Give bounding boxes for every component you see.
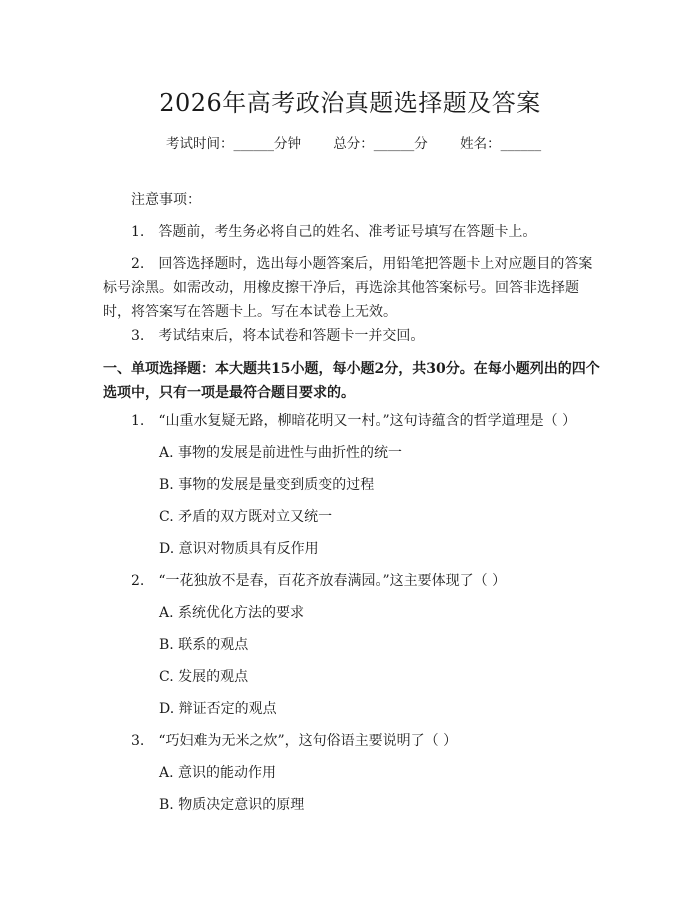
- question-3-option-a: A. 意识的能动作用: [159, 765, 277, 781]
- question-2-option-c: C. 发展的观点: [159, 669, 249, 685]
- question-1-option-b: B. 事物的发展是量变到质变的过程: [159, 477, 375, 493]
- question-1-option-c: C. 矛盾的双方既对立又统一: [159, 509, 333, 525]
- question-1-option-a: A. 事物的发展是前进性与曲折性的统一: [159, 445, 403, 461]
- question-1-stem: 1. “山重水复疑无路，柳暗花明又一村。”这句诗蕴含的哲学道理是（ ）: [131, 413, 577, 429]
- notice-item-3: 3. 考试结束后，将本试卷和答题卡一并交回。: [131, 328, 425, 344]
- question-2-stem: 2. “一花独放不是春，百花齐放春满园。”这主要体现了（ ）: [131, 573, 507, 589]
- notice-heading: 注意事项：: [131, 192, 201, 208]
- total-score-field: 总分：______分: [333, 136, 428, 152]
- page-title: 2026年高考政治真题选择题及答案: [159, 89, 541, 117]
- question-2-option-b: B. 联系的观点: [159, 637, 249, 653]
- name-field: 姓名：______: [460, 136, 542, 152]
- question-1-option-d: D. 意识对物质具有反作用: [159, 541, 319, 557]
- exam-time-field: 考试时间：______分钟: [166, 136, 301, 152]
- notice-item-2: 2. 回答选择题时，选出每小题答案后，用铅笔把答题卡上对应题目的答案标号涂黑。如需改动，用橡皮擦干净后，再选涂其他答案标号。回答非选择题时，将答案写在答题卡上。写在本试卷上无效。: [103, 256, 593, 320]
- section-heading: 一、单项选择题：本大题共15小题，每小题2分，共30分。在每小题列出的四个选项中，只有一项是最符合题目要求的。: [103, 361, 600, 401]
- question-2-option-a: A. 系统优化方法的要求: [159, 605, 305, 621]
- notice-item-1: 1. 答题前，考生务必将自己的姓名、准考证号填写在答题卡上。: [131, 224, 537, 240]
- exam-meta: [166, 132, 541, 152]
- question-3-stem: 3. “巧妇难为无米之炊”，这句俗语主要说明了（ ）: [131, 733, 458, 749]
- question-3-option-b: B. 物质决定意识的原理: [159, 797, 305, 813]
- question-2-option-d: D. 辩证否定的观点: [159, 701, 277, 717]
